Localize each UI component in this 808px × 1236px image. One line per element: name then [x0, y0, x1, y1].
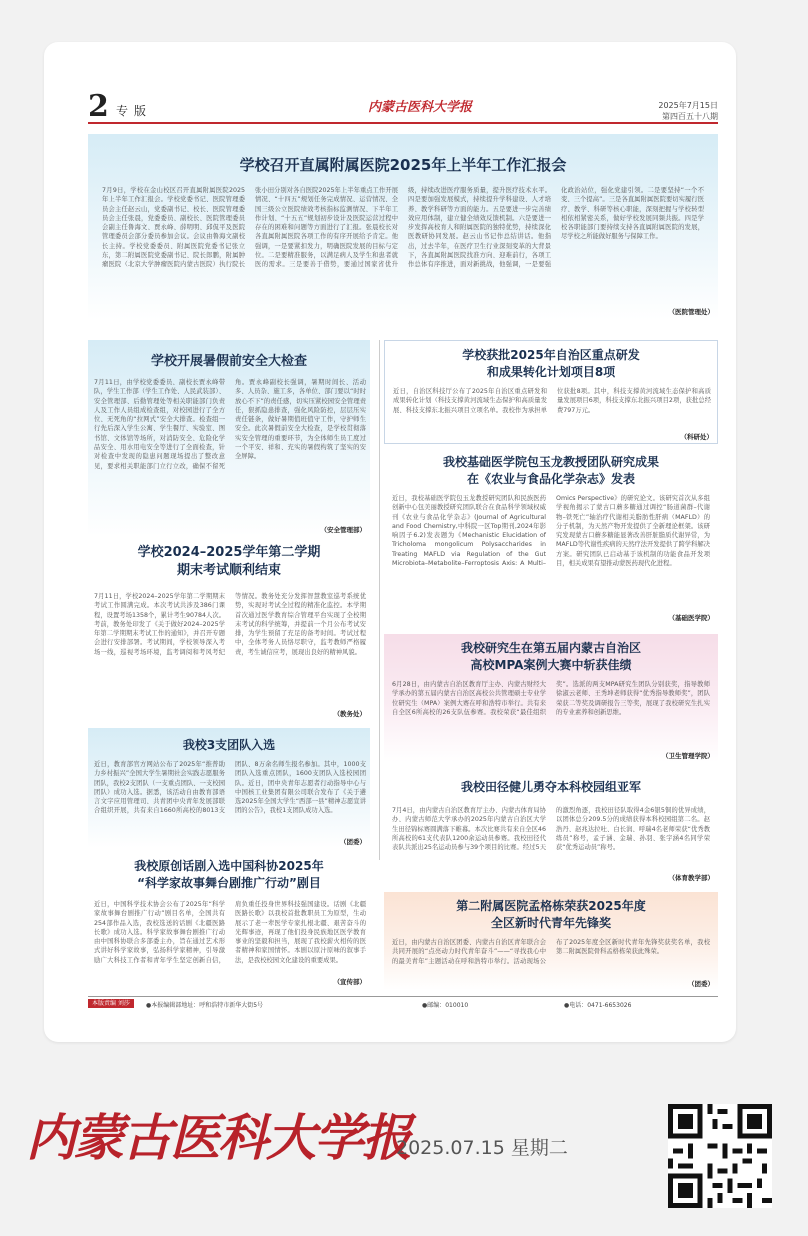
article-paper-publication[interactable] [384, 450, 718, 624]
article-body: 近日，自治区科技厅公布了2025年自治区重点研发和成果转化计划（科技支撑黄河流域生态保护和高质量发展、科技支撑东北振兴项目立项名单。我校作为承担单位获批8项。其中，科技支撑黄河流域生态保护和高质量发展项目6项，科技支撑东北振兴项目2项，获批总经费797万元。 [393, 388, 711, 414]
article-body: 7月11日，学校2024–2025学年第二学期期末考试工作圆满完成。本次考试共涉及386门课程，设置考场1358个，累计考生90784人次。考前，教务处印发了《关于做好2024–2025学年第二学期期末考试工作的通知》，并召开专题会进行安排部署。考试期间，学校领导深入考场一线，巡视考场环境，监考调阅和考风考纪等情况。教务处充分发挥智慧教室巡考系统优势，实现对考试全过程的精准化监控。本学期首次通过医学教育综合管理平台实现了全校期末考试的科学统筹，并提前一个月公布考试安排，为学生预留了充足的备考时间。考试过程中，全体考务人员恪尽职守，监考教师严格履责，考生诚信应考，展现出良好的精神风貌。 [94, 593, 366, 656]
section-label: 专版 [116, 104, 153, 118]
article-work-report[interactable] [88, 134, 718, 320]
article-body: 近日，由内蒙古自治区团委、内蒙古自治区青年联合会共同开展的“点亮动力时代青年奋斗”——“寻找我心中的最美青年”主题活动在呼和浩特市举行。活动现场公布了2025年度全区新时代青年先锋奖获奖名单，我校第二附属医院骨科孟格栋荣获此殊荣。 [392, 939, 710, 965]
article-body: 7月9日，学校在金山校区召开直属附属医院2025年上半年工作汇报会。学校党委书记、医院管理委员会主任赵云山，党委副书记、校长、医院管理委员会主任张晨，党委委员、副校长、医院管理委员会副主任鲁海文、贾永峰、薛明明、邱侃平及医院管理委员会部分委员参加会议。会议由鲁海文副校长主持。学校党委委员、附属医院党委书记张立东，第二附属医院党委副书记、院长郎鹏，附属肿瘤医院（北京大学肿瘤医院内蒙古医院）执行院长张小田分别对各自医院2025年上半年重点工作开展情况、“十四五”规划任务完成情况、运营情况、全国三级公立医院绩效考核指标监测情况、下半年工作计划、“十五五”规划初步设计及医院运营过程中存在的困难和问题等方面进行了汇报。张晨校长对各直属附属医院各项工作的有序开展给予肯定。他强调，一是要紧扣发力，明确医院发展的目标与定位。二是要精准服务，以满足病人及学生和患者就医的需求。三是要善于借势，要通过国家省优升级，持续改进医疗服务质量，提升医疗技术水平。四是要加强发展模式，持续提升学科建设、人才培养、教学科研等方面的能力。五是要进一步完善绩效应用体制，建立健全绩效反馈机制。六是要进一步发挥高校育人和附属医院的独特优势，持续深化医教研协同发展。赵云山书记作总结讲话。他指出，过去半年，在医疗卫生行业深刻变革的大背景下，各直属附属医院找准方向、迎难前行，各项工作总体有序推进，面对新挑战，他强调，一是要强化政治站位，强化党建引领。二是要坚持“一个不变、三个提高”。三是各直属附属医院要切实履行医疗、教学、科研等核心职能，深刻把握与学校转型相依相紧密关系，做好学校发展同频共振。四是学校各职能部门要持续支持各直属附属医院的发展，尽学校之所能做好服务与保障工作。 [102, 187, 704, 269]
article-title: 学校2024–2025学年第二学期 期末考试顺利结束 [137, 545, 321, 578]
article-drama[interactable] [88, 854, 370, 988]
article-title: 第二附属医院孟格栋荣获2025年度 全区新时代青年先锋奖 [456, 899, 646, 930]
article-body: 近日，中国科学技术协会公布了2025年“科学家故事舞台剧推广行动”剧目名单，全国共有254部作品入选，我校选送的话剧《北疆医路长歌》成功入选。科学家故事舞台剧推广行动由中国科协联合多部委主办，旨在通过艺术形式讲好科学家故事，弘扬科学家精神，引导激励广大科技工作者和青年学生坚定创新自信，肩负重任投身世界科技强国建设。话剧《北疆医路长歌》以我校首批教职员工为原型，生动展示了老一辈医学专家扎根北疆、艰苦奋斗的光辉事迹，再现了他们投身民族地区医学教育事业的坚毅和担当，展现了我校薪火相传的医者精神和家国情怀。本剧以原汁原味的叙事手法，是我校校园文化建设的重要成果。 [94, 901, 366, 964]
qr-code-icon[interactable] [668, 1104, 772, 1208]
article-body: 6月28日，由内蒙古自治区教育厅主办、内蒙古财经大学承办的第五届内蒙古自治区高校公共管理硕士专业学位研究生（MPA）案例大赛在呼和浩特市举行。共有来自全区6所高校的26支队伍参赛。我校荣获“最佳组织奖”。选派的两支MPA研究生团队分别获奖，指导教师徐淑云老师、王秀坤老师获得“优秀指导教师奖”，团队荣获二等奖及调研报告三等奖，展现了我校研究生扎实的专业素养和创新思维。 [392, 681, 710, 716]
column-divider [379, 340, 380, 860]
postcode: ●邮编：010010 [422, 1002, 469, 1009]
article-title: 我校研究生在第五届内蒙古自治区 高校MPA案例大赛中斩获佳绩 [460, 641, 641, 672]
article-source: （团委） [340, 838, 366, 846]
article-title: 我校田径健儿勇夺本科校园组亚军 [460, 780, 641, 794]
newspaper-page[interactable] [88, 90, 718, 1030]
article-source: （卫生管理学院） [662, 752, 714, 760]
masthead-logo: 内蒙古医科大学报 [368, 100, 473, 115]
article-exam[interactable] [88, 540, 370, 720]
issue-date-large: 2025.07.15 星期二 [396, 1137, 568, 1159]
article-sports[interactable] [384, 770, 718, 884]
article-title: 学校开展暑假前安全大检查 [150, 354, 307, 369]
article-title: 我校原创话剧入选中国科协2025年 “科学家故事舞台剧推广行动”剧目 [134, 859, 324, 890]
article-source: （宣传部） [333, 978, 366, 986]
article-title: 我校3支团队入选 [182, 738, 276, 752]
article-source: （体育教学部） [668, 874, 714, 882]
article-safety[interactable] [88, 340, 370, 536]
article-volunteer[interactable] [88, 728, 370, 848]
page-header [88, 90, 718, 124]
article-source: （教务处） [333, 710, 366, 718]
article-body: 近日，我校基础医学院包玉龙教授研究团队和民族医药创新中心包美丽教授研究团队联合在食品科学领域权威刊《农业与食品化学杂志》(Journal of Agricultural and Food Chemistry,中科院一区Top期刊,2024年影响因子6.2)发表题为《Mechanistic Elucidation of Tricholoma mongolicum Polysaccharides in Treating MAFLD via Regulation of the Gut Microbiota–Metabolite–Ferroptosis Axis: A Multi–Omics Perspective》的研究论文。该研究首次从多组学视角揭示了蒙古口蘑多糖通过调控“肠道菌群–代谢物–铁死亡”轴治疗代谢相关脂肪性肝病（MAFLD）的分子机制，为天然产物开发提供了全新理论框架。该研究发现蒙古口蘑多糖能显著改善肝脏脂质代谢异常，为MAFLD等代谢性疾病的天然疗法开发提供了跨学科解决方案。研究团队已启动基于该机制的功能食品开发项目，相关成果有望推动蒙医药现代化进程。 [392, 495, 710, 568]
page-footer [88, 996, 718, 1008]
issue-date: 2025年7月15日 第四百五十八期 [658, 101, 718, 121]
article-youth-award[interactable] [384, 892, 718, 990]
article-research-plan[interactable] [384, 340, 718, 444]
page-number: 2 [88, 89, 109, 124]
article-source: （科研处） [680, 433, 713, 441]
article-title: 学校召开直属附属医院2025年上半年工作汇报会 [239, 156, 567, 174]
brand-logo: 内蒙古医科大学报 [26, 1108, 410, 1167]
editor-tag: 本版责编 刘莎 [88, 999, 134, 1008]
article-body: 7月11日，由学校党委委员、副校长贾永峰带队，学生工作部（学生工作处、人民武装部）、安全管理部、后勤管理处等相关职能部门负责人及工作人员组成检查组，对校园进行了全方位、无死角的“拉网式”安全大排查。检查组一行先后深入学生公寓、学生餐厅、实验室、图书馆、文体馆等场所，对消防安全、危险化学品安全、用水用电安全等进行了全面检查，针对检查中发现的隐患问题现场提出了整改意见，要求相关职能部门立行立改，确保不留死角。贾永峰副校长强调，暑期时间长、活动多、人员杂、施工多，各单位、部门要以“时时放心不下”的责任感，切实压紧校园安全管理责任，狠抓隐患排查，强化风险防控，层层压实责任链条，做好暑期值班值守工作，守护师生安全。此次暑假前安全大检查，是学校贯彻落实安全管理的重要环节，为全体师生员工度过一个平安、祥和、充实的暑假构筑了坚实的安全屏障。 [94, 379, 366, 470]
article-mpa[interactable] [384, 634, 718, 762]
address: ●本报编辑部地址：呼和浩特市新华大街5号 [146, 1002, 264, 1009]
article-source: （基础医学院） [668, 614, 714, 622]
article-title: 我校基础医学院包玉龙教授团队研究成果 在《农业与食品化学杂志》发表 [442, 455, 659, 486]
phone: ●电话：0471-6653026 [564, 1002, 632, 1009]
article-source: （安全管理部） [320, 526, 366, 534]
article-body: 近日，教育部官方网站公布了2025年“推普助力乡村振兴”全国大学生暑期社会实践志愿服务团队，我校2支团队（一支重点团队、一支校园团队）成功入选。据悉，该活动自由教育部语言文字应用管理司、共青团中央青年发展部联合组织开展，共有来自1660所高校的8013支团队、8万余名师生报名参加。其中，1000支团队入选重点团队，1600支团队入选校园团队。近日，团中央青年志愿者行动指导中心与中国核工业集团有限公司联合发布了《关于遴选2025年全国大学生“西部一县”精神志愿宣讲团的公告》，我校1支团队成功入选。 [94, 761, 366, 815]
article-title: 学校获批2025年自治区重点研发 和成果转化计划项目8项 [462, 348, 640, 379]
article-source: （团委） [688, 980, 714, 988]
article-source: （医院管理处） [668, 308, 714, 316]
article-body: 7月4日，由内蒙古自治区教育厅主办、内蒙古体育局协办、内蒙古师范大学承办的2025年内蒙古自治区大学生田径锦标赛圆满落下帷幕。本次比赛共有来自全区46所高校的61支代表队1200余运动员参赛。我校田径代表队共派出25名运动员参与39个项目的比赛。经过5天的激烈角逐，我校田径队取得4金6银5铜的优异成绩，以团体总分209.5分的成绩获得本科校园组第二名。赵浩丹、赵兆达拉吐、白长润、呼瑞4名老师荣获“优秀教练员”称号，孟子涵、金瑞、孙羽、张宇涵4名同学荣获“优秀运动员”称号。 [392, 807, 710, 852]
